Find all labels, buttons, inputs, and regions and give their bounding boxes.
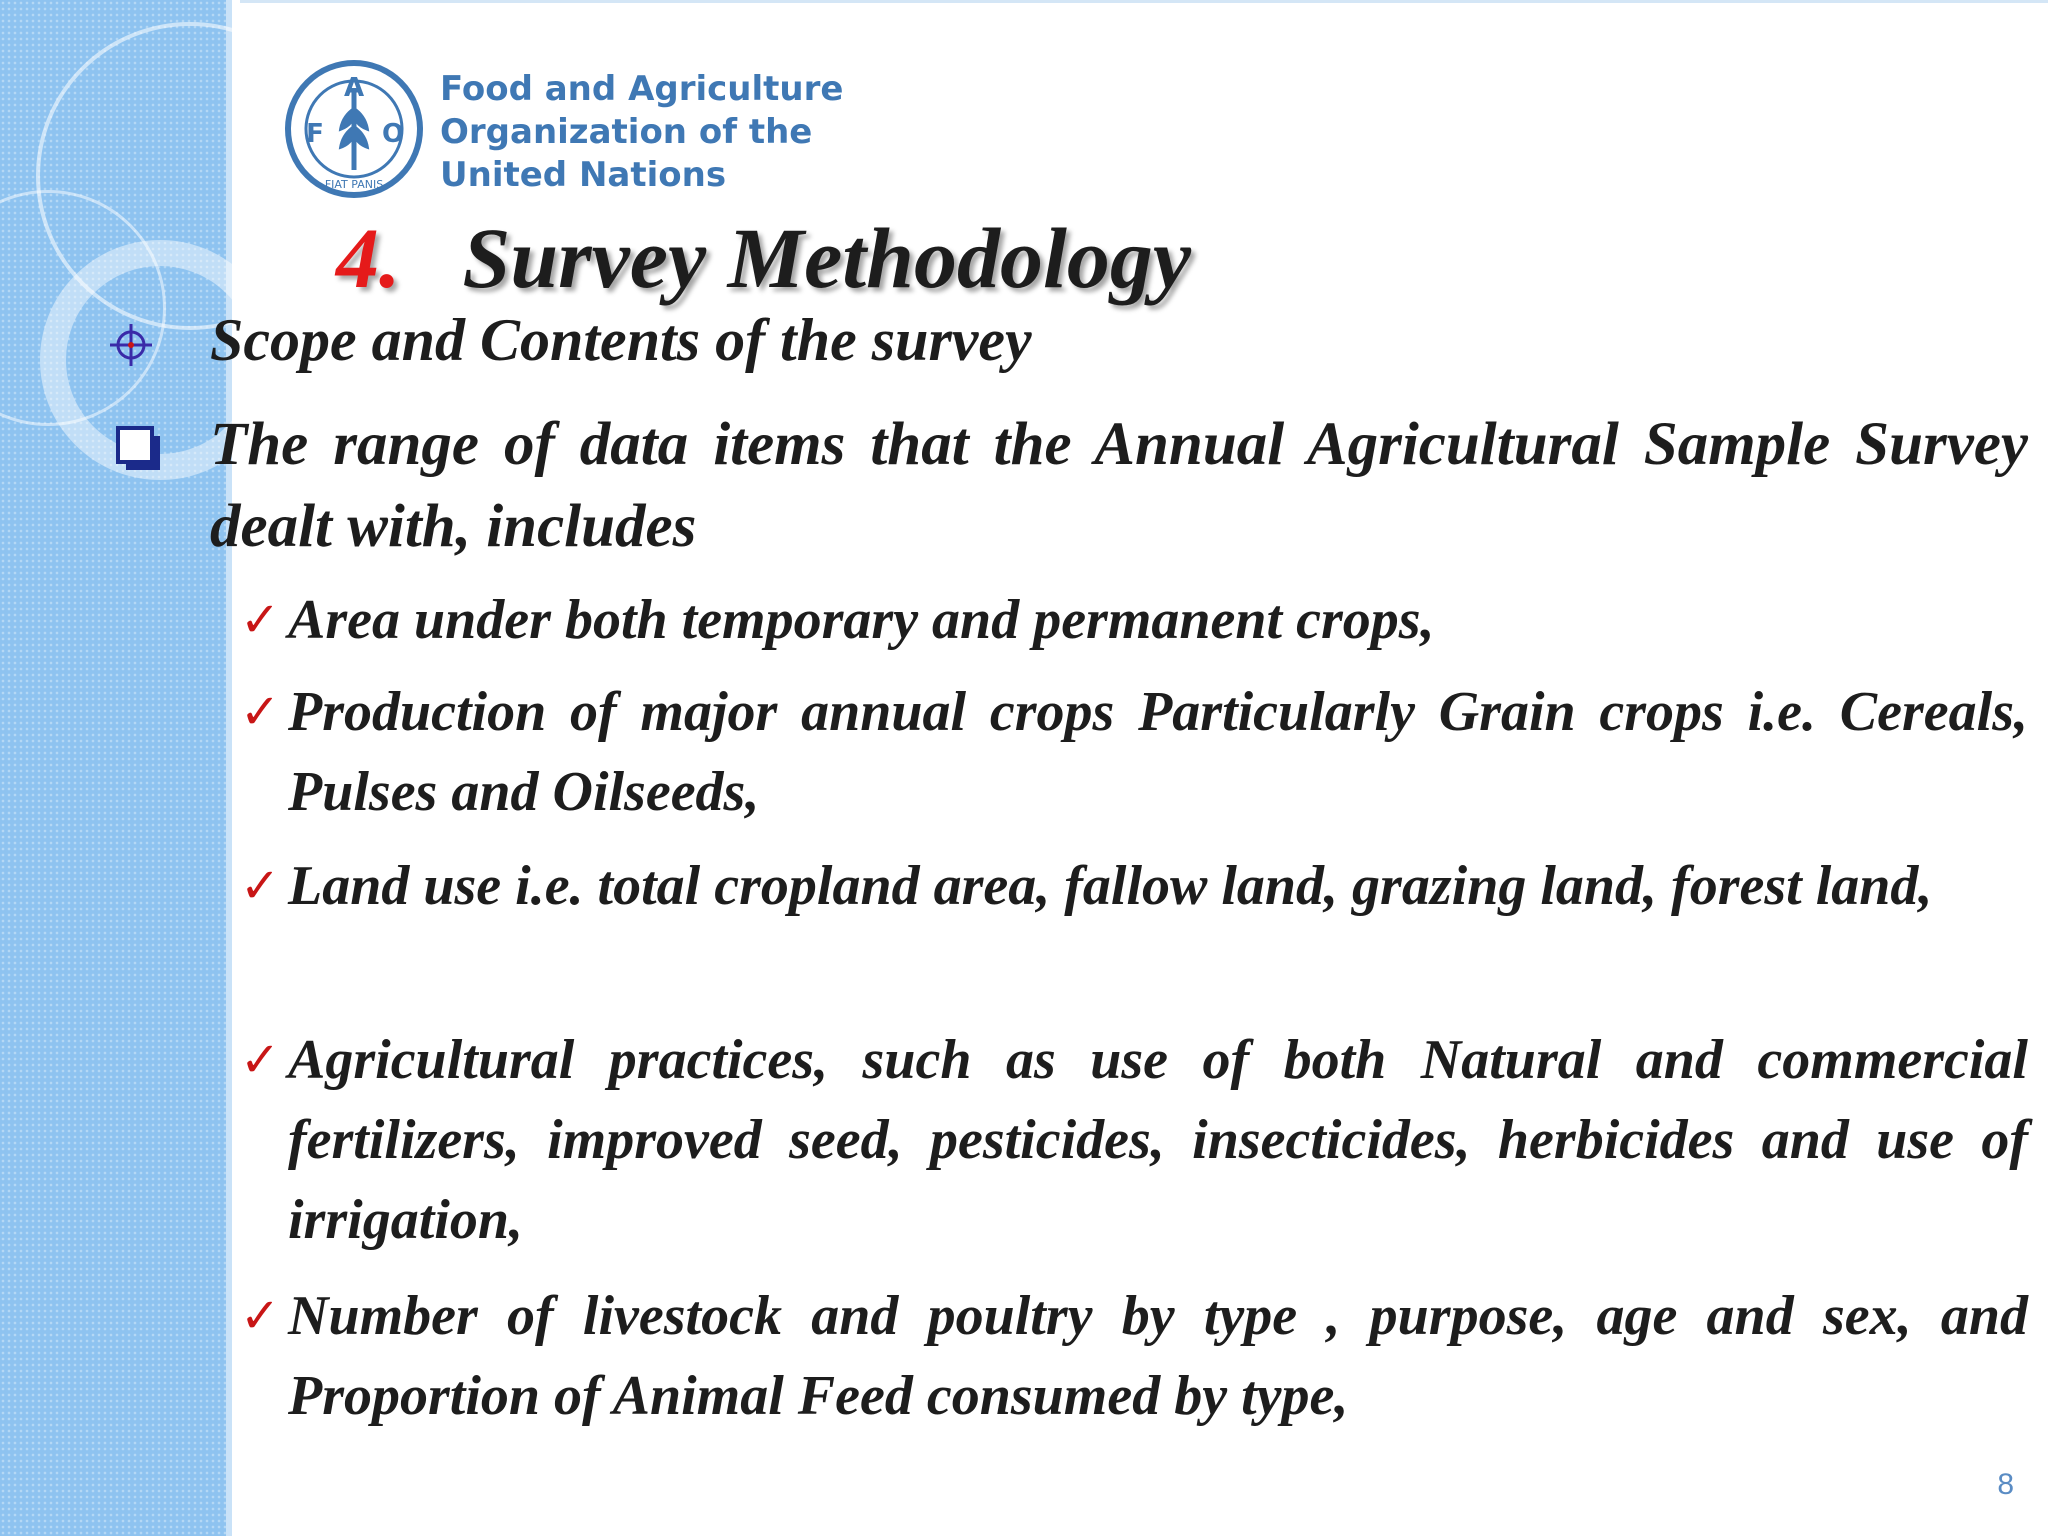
list-item [240, 1276, 2028, 1436]
organization-name-line-3: United Nations [440, 155, 727, 195]
scope-heading: Scope and Contents of the survey [210, 307, 1032, 373]
list-item-text: Land use i.e. total cropland area, fallow land, grazing land, forest land, [288, 855, 1933, 917]
slide-title [336, 208, 1191, 308]
list-item [240, 1020, 2028, 1260]
checkmark-icon: ✓ [240, 1288, 281, 1344]
organization-name-line-2: Organization of the [440, 112, 813, 152]
list-item-text: Production of major annual crops Particularly Grain crops i.e. Cereals, Pulses and Oilseeds, [288, 681, 2028, 823]
organization-name [440, 68, 843, 197]
checkmark-icon: ✓ [240, 684, 281, 740]
checkmark-icon: ✓ [240, 592, 281, 648]
emblem-letter-f: F [306, 119, 324, 149]
intro-paragraph: The range of data items that the Annual Agricultural Sample Survey dealt with, includes [210, 411, 2028, 560]
page-number: 8 [1997, 1468, 2014, 1501]
list-item-text: Number of livestock and poultry by type , purpose, age and sex, and Proportion of Animal Feed consumed by type, [288, 1285, 2028, 1427]
emblem-letter-o: O [381, 119, 405, 149]
crosshair-bullet-icon [108, 322, 154, 368]
fao-emblem-icon [283, 58, 425, 200]
title-number: 4. [336, 210, 401, 306]
square-bullet-icon [116, 426, 164, 474]
checkmark-icon: ✓ [240, 1032, 281, 1088]
top-border-line [240, 0, 2048, 3]
list-item [240, 672, 2028, 832]
list-item [240, 580, 2028, 660]
list-item-text: Area under both temporary and permanent crops, [288, 589, 1435, 651]
list-item-text: Agricultural practices, such as use of both Natural and commercial fertilizers, improved seed, pesticides, insecticides, herbicides and use of irrigation, [288, 1029, 2028, 1251]
organization-name-line-1: Food and Agriculture [440, 69, 844, 109]
emblem-letter-a: A [343, 73, 365, 103]
list-item [240, 846, 2028, 926]
checkmark-icon: ✓ [240, 858, 281, 914]
emblem-motto: FIAT PANIS [324, 178, 384, 191]
title-text: Survey Methodology [462, 210, 1192, 306]
